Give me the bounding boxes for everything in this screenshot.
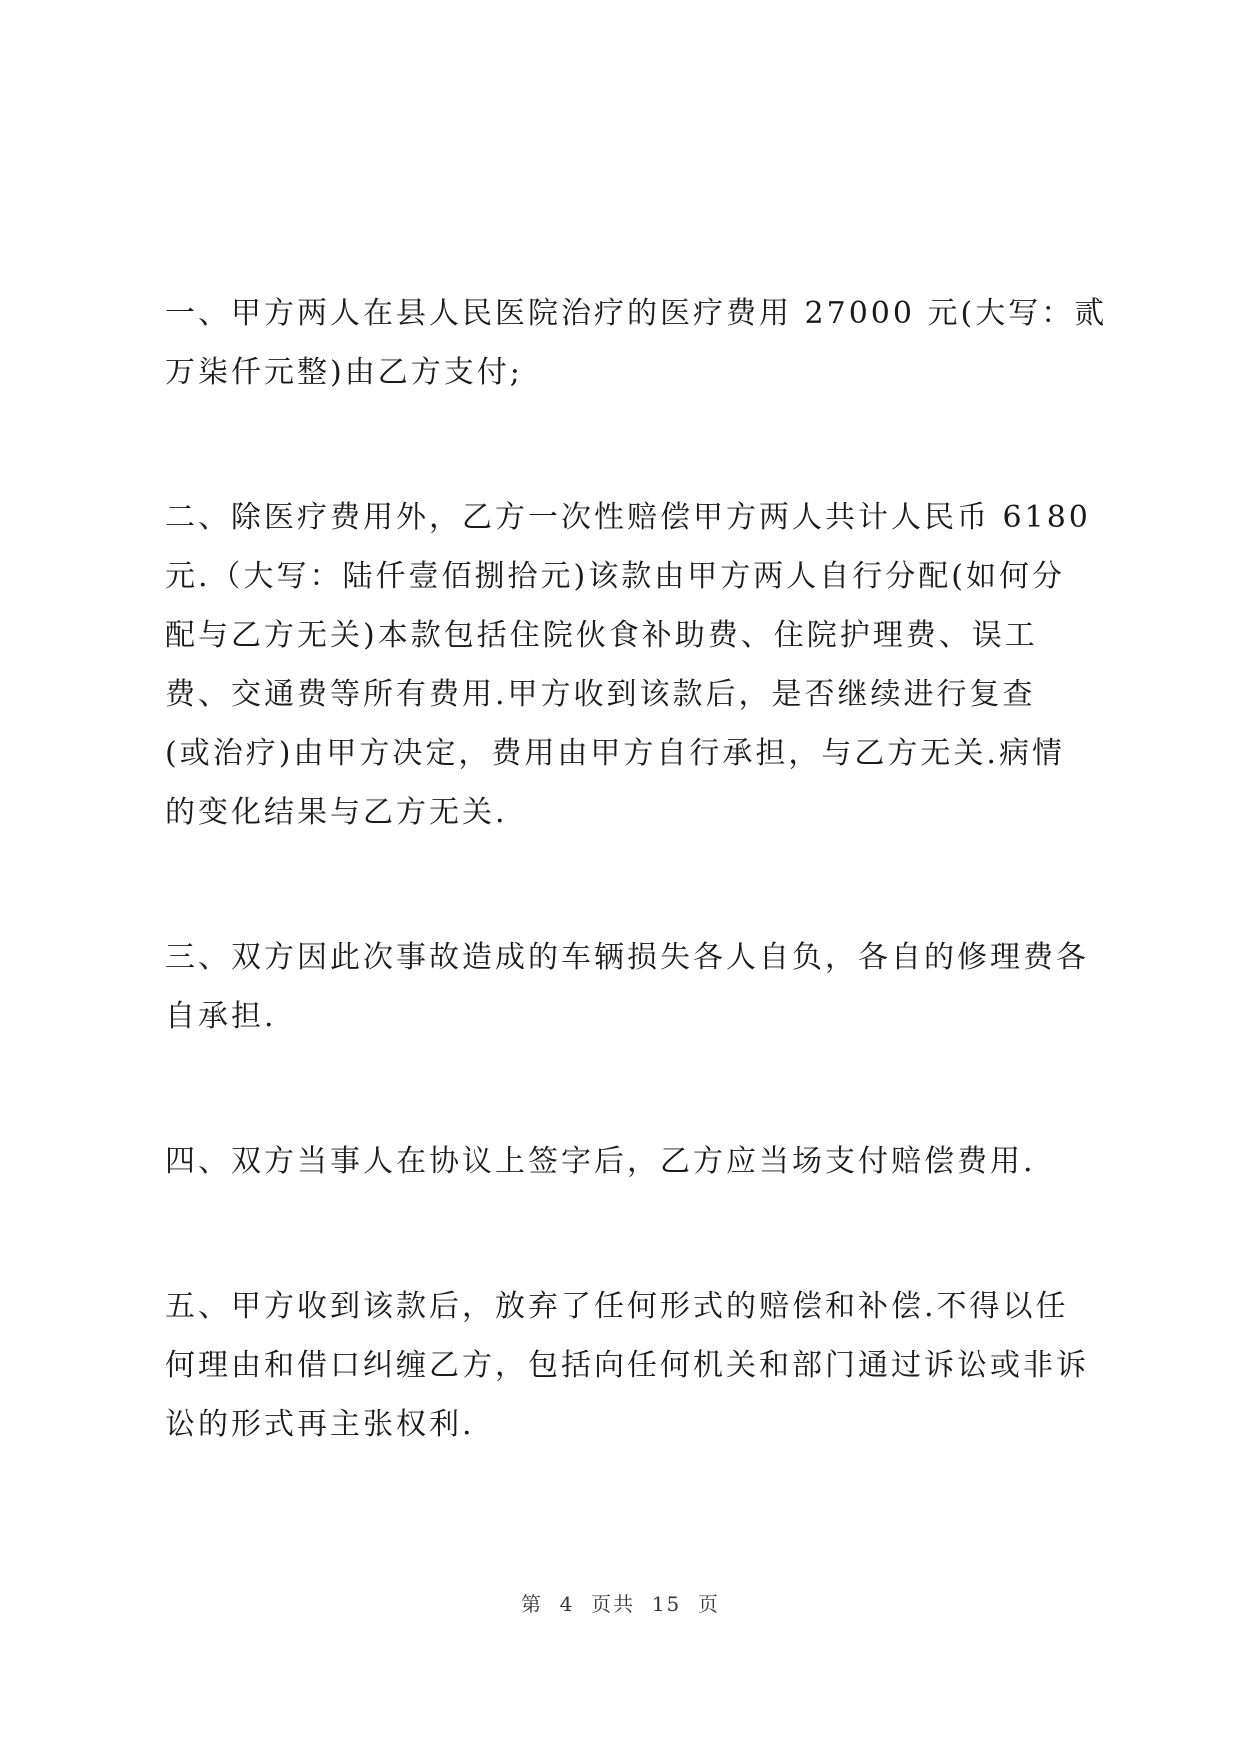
clause-line: 的变化结果与乙方无关. (165, 795, 508, 830)
clause-line: (或治疗)由甲方决定，费用由甲方自行承担，与乙方无关.病情 (165, 736, 1065, 771)
clause-4 (165, 1132, 1095, 1191)
clause-line: 配与乙方无关)本款包括住院伙食补助费、住院护理费、误工 (165, 618, 1038, 653)
clause-line: 三、双方因此次事故造成的车辆损失各人自负，各自的修理费各 (165, 940, 1089, 975)
clause-line: 元.（大写：陆仟壹佰捌拾元)该款由甲方两人自行分配(如何分 (165, 559, 1065, 594)
clause-line: 讼的形式再主张权利. (165, 1407, 475, 1442)
clause-line: 万柒仟元整)由乙方支付; (165, 355, 523, 390)
clause-line: 一、甲方两人在县人民医院治疗的医疗费用 27000 元(大写：贰 (165, 296, 1108, 331)
clause-line: 自承担. (165, 999, 277, 1034)
clause-line: 费、交通费等所有费用.甲方收到该款后，是否继续进行复查 (165, 677, 1036, 712)
clause-1 (165, 284, 1108, 402)
clause-3 (165, 928, 1095, 1046)
clause-2 (165, 488, 1095, 842)
clause-line: 二、除医疗费用外，乙方一次性赔偿甲方两人共计人民币 6180 (165, 500, 1091, 535)
agreement-body (165, 284, 1108, 1540)
page-number-label: 第 4 页共 15 页 (520, 1592, 721, 1616)
clause-line: 四、双方当事人在协议上签字后，乙方应当场支付赔偿费用. (165, 1144, 1036, 1179)
page-footer (0, 1588, 1241, 1617)
clause-line: 何理由和借口纠缠乙方，包括向任何机关和部门通过诉讼或非诉 (165, 1348, 1089, 1383)
clause-5 (165, 1277, 1095, 1454)
clause-line: 五、甲方收到该款后，放弃了任何形式的赔偿和补偿.不得以任 (165, 1289, 1069, 1324)
